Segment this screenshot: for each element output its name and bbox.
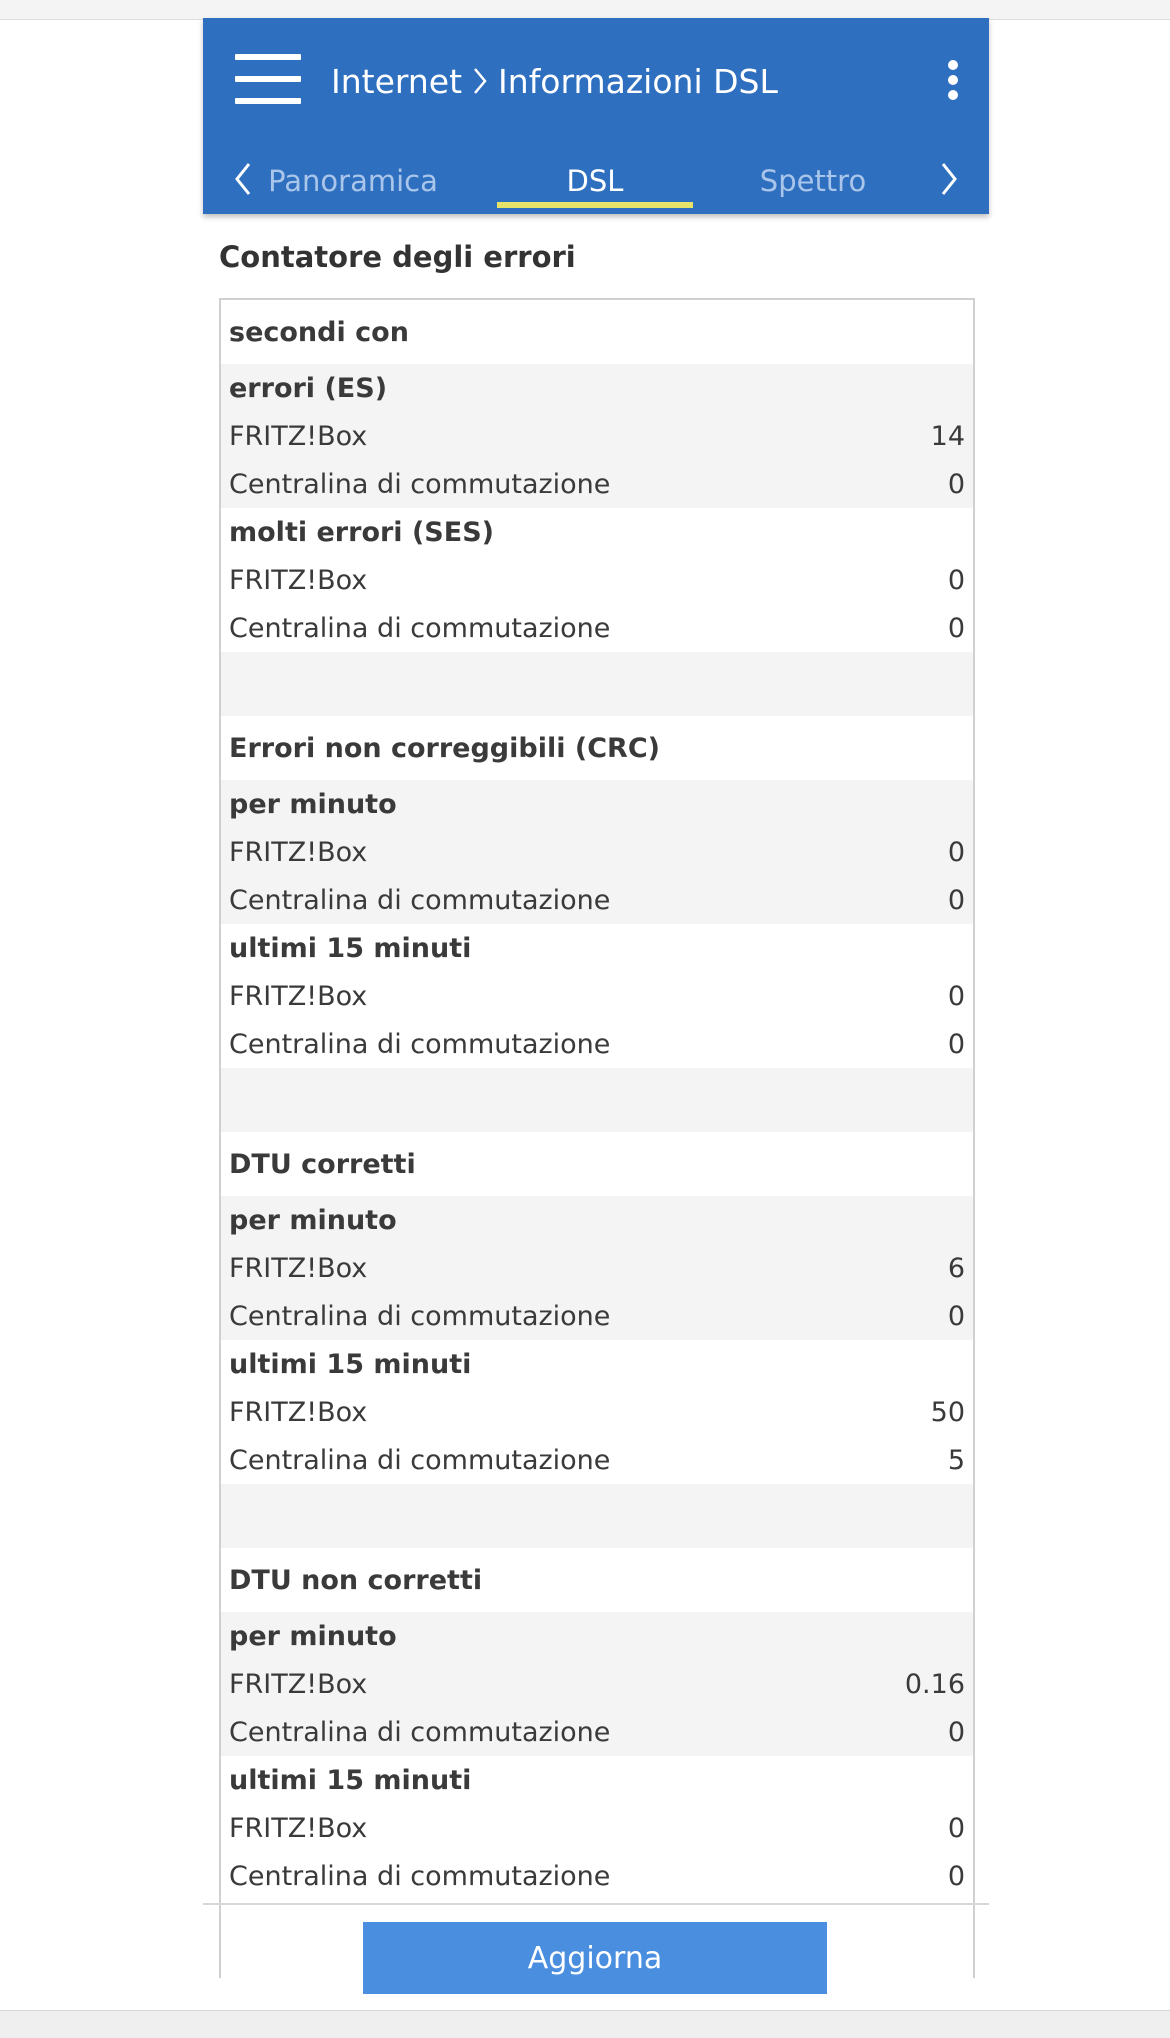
row-value: 0 (947, 612, 965, 644)
row-label: Centralina di commutazione (229, 468, 611, 500)
table-row (221, 1804, 973, 1852)
group-heading: ultimi 15 minuti (229, 1764, 472, 1796)
tab-panoramica[interactable]: Panoramica (268, 164, 438, 198)
section-title: Contatore degli errori (219, 240, 576, 274)
tab-dsl[interactable]: DSL (566, 164, 624, 198)
group-heading: DTU corretti (229, 1148, 416, 1180)
row-label: FRITZ!Box (229, 1668, 368, 1700)
group-heading-row (221, 508, 973, 556)
group-heading-row (221, 1548, 973, 1612)
group-heading: per minuto (229, 1620, 397, 1652)
row-value: 0 (947, 468, 965, 500)
table-row (221, 556, 973, 604)
app-container (203, 18, 989, 2010)
row-label: FRITZ!Box (229, 420, 368, 452)
group-heading: errori (ES) (229, 372, 388, 404)
table-row (221, 1660, 973, 1708)
row-label: FRITZ!Box (229, 564, 368, 596)
hamburger-menu-icon[interactable] (235, 54, 301, 104)
group-heading: DTU non corretti (229, 1564, 483, 1596)
row-value: 0 (947, 1860, 965, 1892)
table-row (221, 1292, 973, 1340)
chevron-right-icon[interactable] (929, 154, 969, 204)
group-heading-row (221, 924, 973, 972)
row-label: FRITZ!Box (229, 1252, 368, 1284)
breadcrumb (331, 56, 778, 106)
group-heading-row (221, 300, 973, 364)
group-heading: secondi con (229, 316, 409, 348)
spacer-row (221, 1484, 973, 1548)
group-heading-row (221, 780, 973, 828)
table-row (221, 460, 973, 508)
active-tab-indicator (497, 202, 693, 208)
table-row (221, 1708, 973, 1756)
browser-top-edge (0, 0, 1170, 20)
row-value: 14 (930, 420, 965, 452)
row-value: 0 (947, 1812, 965, 1844)
spacer-row (221, 652, 973, 716)
row-label: Centralina di commutazione (229, 1028, 611, 1060)
row-value: 0 (947, 836, 965, 868)
group-heading-row (221, 1612, 973, 1660)
error-counter-table[interactable] (219, 298, 975, 1978)
row-value: 0 (947, 980, 965, 1012)
group-heading-row (221, 1340, 973, 1388)
row-label: Centralina di commutazione (229, 1300, 611, 1332)
row-label: FRITZ!Box (229, 1812, 368, 1844)
chevron-right-icon (472, 66, 488, 96)
row-label: Centralina di commutazione (229, 1716, 611, 1748)
group-heading: per minuto (229, 788, 397, 820)
table-row (221, 876, 973, 924)
spacer-row (221, 1068, 973, 1132)
row-label: Centralina di commutazione (229, 1444, 611, 1476)
more-vertical-icon[interactable] (943, 60, 963, 100)
row-value: 0 (947, 1300, 965, 1332)
app-header (203, 18, 989, 214)
group-heading-row (221, 716, 973, 780)
table-row (221, 604, 973, 652)
row-label: FRITZ!Box (229, 1396, 368, 1428)
group-heading-row (221, 1756, 973, 1804)
browser-bottom-edge (0, 2010, 1170, 2038)
table-row (221, 972, 973, 1020)
group-heading-row (221, 1132, 973, 1196)
row-label: Centralina di commutazione (229, 884, 611, 916)
refresh-button[interactable]: Aggiorna (363, 1922, 827, 1994)
table-row (221, 1388, 973, 1436)
row-value: 5 (947, 1444, 965, 1476)
table-row (221, 828, 973, 876)
table-row (221, 412, 973, 460)
table-row (221, 1020, 973, 1068)
row-label: Centralina di commutazione (229, 612, 611, 644)
group-heading: Errori non correggibili (CRC) (229, 732, 660, 764)
group-heading-row (221, 1196, 973, 1244)
breadcrumb-current-page: Informazioni DSL (498, 61, 778, 101)
row-value: 0 (947, 1716, 965, 1748)
row-value: 0 (947, 564, 965, 596)
row-label: Centralina di commutazione (229, 1860, 611, 1892)
table-row (221, 1244, 973, 1292)
row-label: FRITZ!Box (229, 980, 368, 1012)
breadcrumb-internet[interactable]: Internet (331, 61, 463, 101)
row-value: 6 (947, 1252, 965, 1284)
group-heading-row (221, 364, 973, 412)
table-row (221, 1436, 973, 1484)
group-heading: molti errori (SES) (229, 516, 494, 548)
row-value: 0 (947, 884, 965, 916)
group-heading: ultimi 15 minuti (229, 932, 472, 964)
group-heading: ultimi 15 minuti (229, 1348, 472, 1380)
tab-spettro[interactable]: Spettro (759, 164, 867, 198)
divider (203, 1903, 989, 1905)
row-value: 0.16 (904, 1668, 965, 1700)
row-value: 50 (930, 1396, 965, 1428)
group-heading: per minuto (229, 1204, 397, 1236)
row-label: FRITZ!Box (229, 836, 368, 868)
row-value: 0 (947, 1028, 965, 1060)
table-row (221, 1852, 973, 1900)
